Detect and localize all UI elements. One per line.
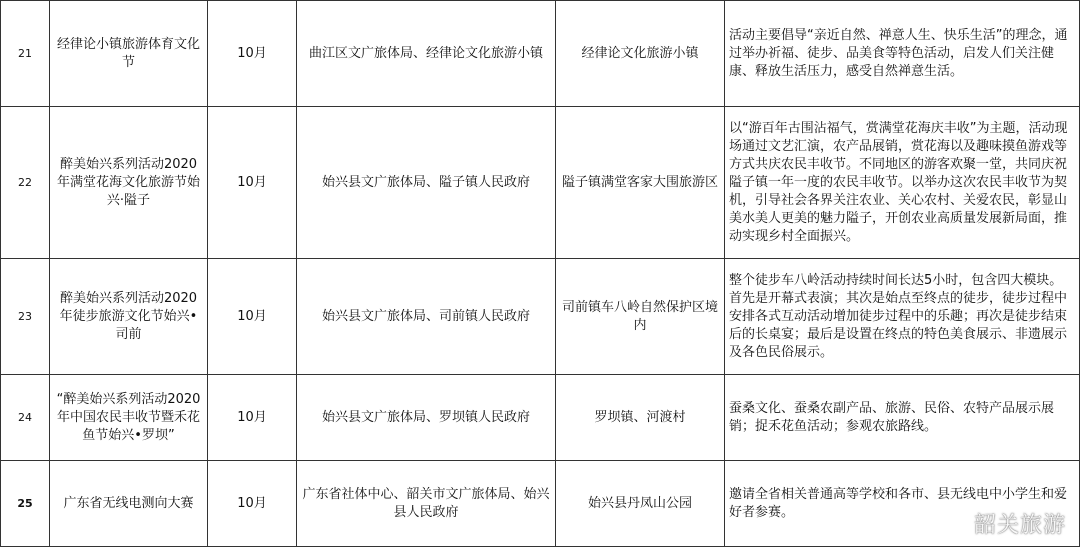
activity-time: 10月 [208,461,297,547]
activity-name: 广东省无线电测向大赛 [50,461,208,547]
activity-organizer: 始兴县文广旅体局、隘子镇人民政府 [297,107,556,259]
activity-place: 罗坝镇、河渡村 [556,375,725,461]
watermark [946,508,1066,539]
activity-name: 醉美始兴系列活动2020年徒步旅游文化节始兴•司前 [50,259,208,375]
activity-description: 蚕桑文化、蚕桑农副产品、旅游、民俗、农特产品展示展销；捉禾花鱼活动；参观农旅路线。 [725,375,1080,461]
row-number: 21 [1,1,50,107]
activity-time: 10月 [208,375,297,461]
table-row [1,259,1080,375]
activity-description: 以“游百年古围沾福气，赏满堂花海庆丰收”为主题，活动现场通过文艺汇演，农产品展销，赏花海以及趣味摸鱼游戏等方式共庆农民丰收节。不同地区的游客欢聚一堂，共同庆祝隘子镇一年一度的农民丰收节。以举办这次农民丰收节为契机，引导社会各界关注农业、关心农村、关爱农民，彰显山美水美人更美的魅力隘子，开创农业高质量发展新局面，推动实现乡村全面振兴。 [725,107,1080,259]
activity-time: 10月 [208,107,297,259]
activity-name: 醉美始兴系列活动2020年满堂花海文化旅游节始兴·隘子 [50,107,208,259]
activity-organizer: 始兴县文广旅体局、罗坝镇人民政府 [297,375,556,461]
table-row [1,375,1080,461]
activity-name: 经律论小镇旅游体育文化节 [50,1,208,107]
activity-place: 司前镇车八岭自然保护区境内 [556,259,725,375]
activity-organizer: 始兴县文广旅体局、司前镇人民政府 [297,259,556,375]
activity-name: “醉美始兴系列活动2020年中国农民丰收节暨禾花鱼节始兴•罗坝” [50,375,208,461]
activity-time: 10月 [208,259,297,375]
table-row [1,461,1080,547]
activity-description: 活动主要倡导“亲近自然、禅意人生、快乐生活”的理念，通过举办祈福、徒步、品美食等特色活动，启发人们关注健康、释放生活压力，感受自然禅意生活。 [725,1,1080,107]
activity-description: 邀请全省相关普通高等学校和各市、县无线电中小学生和爱好者参赛。 [725,461,1080,547]
row-number: 22 [1,107,50,259]
weibo-icon [946,513,968,535]
row-number: 25 [1,461,50,547]
row-number: 24 [1,375,50,461]
activity-place: 隘子镇满堂客家大围旅游区 [556,107,725,259]
watermark-text: 韶关旅游 [973,513,1066,538]
activity-time: 10月 [208,1,297,107]
table-row [1,107,1080,259]
activity-organizer: 广东省社体中心、韶关市文广旅体局、始兴县人民政府 [297,461,556,547]
table-row [1,1,1080,107]
activity-description: 整个徒步车八岭活动持续时间长达5小时，包含四大模块。首先是开幕式表演；其次是始点至终点的徒步，徒步过程中安排各式互动活动增加徒步过程中的乐趣；再次是徒步结束后的长桌宴；最后是设置在终点的特色美食展示、非遗展示及各色民俗展示。 [725,259,1080,375]
row-number: 23 [1,259,50,375]
activity-place: 经律论文化旅游小镇 [556,1,725,107]
activity-organizer: 曲江区文广旅体局、经律论文化旅游小镇 [297,1,556,107]
activity-place: 始兴县丹凤山公园 [556,461,725,547]
